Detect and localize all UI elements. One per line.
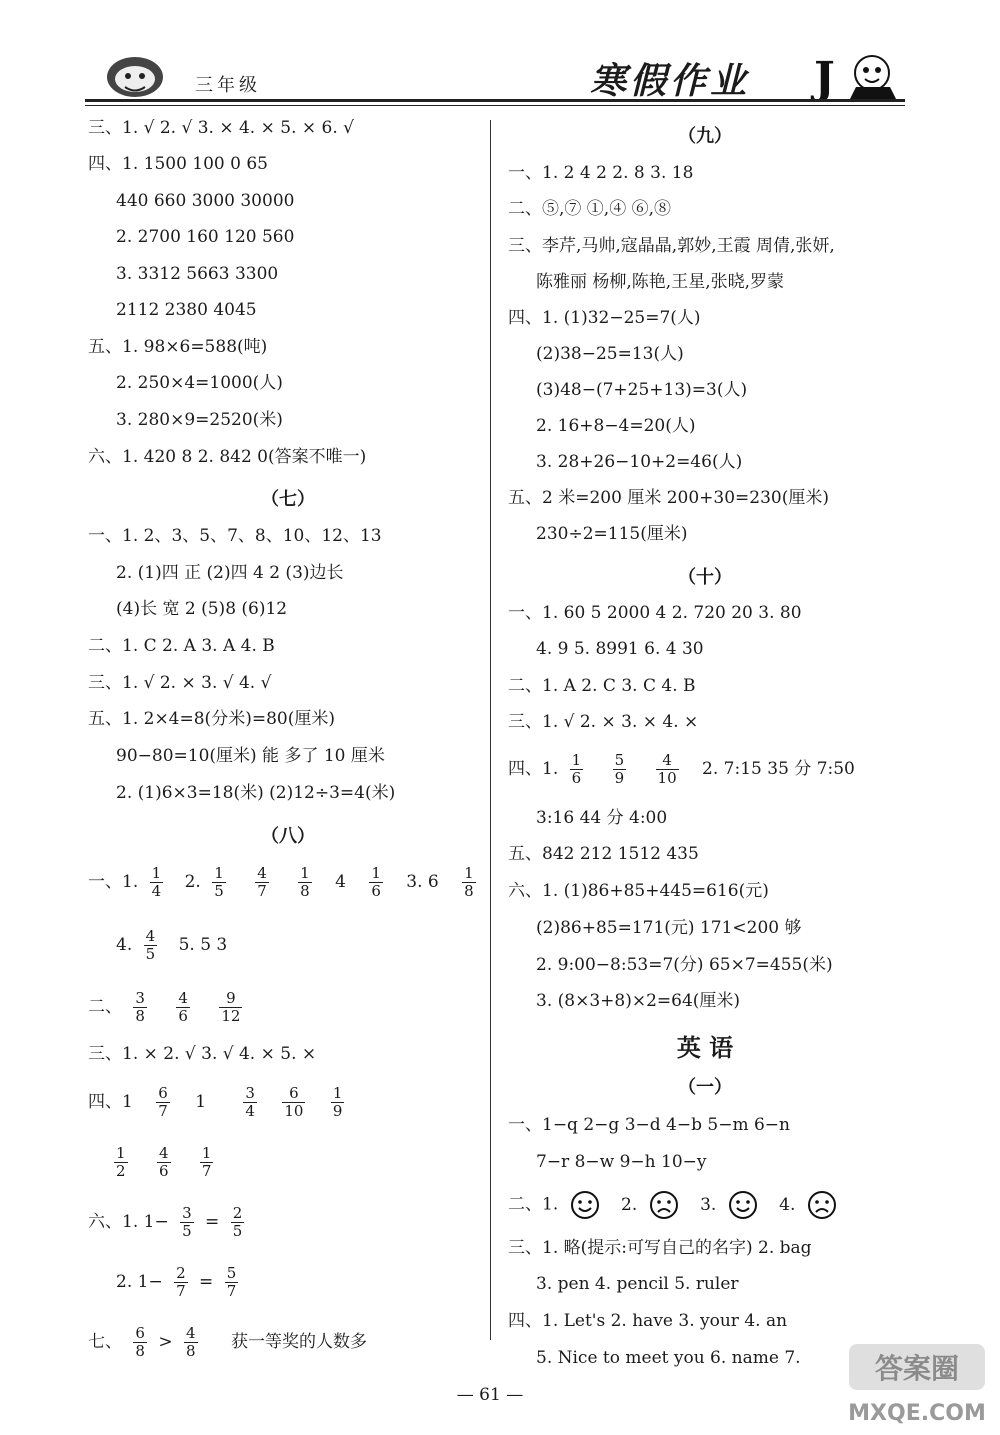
fraction-line: 四、1. $\frac{1}{6}$ $\frac{5}{9}$ $\frac{4}{10}$ 2. 7:15 35 分 7:50 (508, 751, 855, 787)
answer-line: 三、1. √ 2. × 3. × 4. × (508, 712, 699, 732)
answer-line: (3)48−(7+25+13)=3(人) (536, 380, 748, 400)
fraction-line: 2. 1− $\frac{2}{7}$ = $\frac{5}{7}$ (116, 1264, 237, 1300)
answer-line: (2)38−25=13(人) (536, 344, 684, 364)
answer-line: 一、1. 2 4 2 2. 8 3. 18 (508, 163, 694, 183)
fraction: $\frac{1}{6}$ (371, 864, 381, 900)
answer-line: 3. (8×3+8)×2=64(厘米) (536, 991, 741, 1011)
mascot-logo-icon (810, 45, 905, 105)
subject-heading: 英 语 (676, 1033, 734, 1062)
answer-line: 五、1. 2×4=8(分米)=80(厘米) (88, 709, 335, 729)
fraction: $\frac{4}{6}$ (178, 989, 188, 1025)
answer-line: 2. 16+8−4=20(人) (536, 416, 696, 436)
answer-line: 230÷2=115(厘米) (536, 524, 688, 544)
fraction-line: 二、 $\frac{3}{8}$ $\frac{4}{6}$ $\frac{9}{12}$ (88, 989, 241, 1025)
fraction: $\frac{1}{8}$ (464, 864, 474, 900)
fraction-line: 六、1. 1− $\frac{3}{5}$ = $\frac{2}{5}$ (88, 1204, 243, 1240)
section-heading: （七） (261, 489, 315, 510)
answer-line: 五、2 米=200 厘米 200+30=230(厘米) (508, 488, 829, 508)
answer-line: 三、1. 略(提示:可写自己的名字) 2. bag (508, 1238, 812, 1258)
answer-line: 90−80=10(厘米) 能 多了 10 厘米 (116, 746, 385, 766)
watermark-logo (845, 1340, 995, 1430)
answer-line: 一、1. 2、3、5、7、8、10、12、13 (88, 526, 382, 546)
grade-label: 三年级 (195, 75, 261, 96)
fraction: $\frac{3}{8}$ (135, 989, 145, 1025)
answer-line: 440 660 3000 30000 (116, 191, 295, 211)
fraction-line: 四、1 $\frac{6}{7}$ 1 $\frac{3}{4}$ $\frac{6}{10}$ $\frac{1}{9}$ (88, 1084, 343, 1120)
fraction: $\frac{5}{7}$ (226, 1264, 237, 1300)
fraction: $\frac{1}{8}$ (300, 864, 310, 900)
answer-line: 2. 250×4=1000(人) (116, 373, 283, 393)
fraction: $\frac{1}{2}$ (116, 1144, 126, 1180)
answer-line: 四、1. Let's 2. have 3. your 4. an (508, 1311, 788, 1331)
answer-line: 陈雅丽 杨柳,陈艳,王星,张晓,罗蒙 (536, 272, 785, 292)
page-title: 寒假作业 (590, 60, 751, 102)
answer-line: 3. 280×9=2520(米) (116, 410, 283, 430)
svg-text:答案圈: 答案圈 (874, 1352, 960, 1385)
section-heading: （十） (678, 567, 732, 588)
fraction: $\frac{2}{7}$ (176, 1264, 186, 1300)
fraction: $\frac{3}{4}$ (245, 1084, 255, 1120)
fraction: $\frac{6}{10}$ (284, 1084, 304, 1120)
fraction: $\frac{5}{9}$ (614, 751, 625, 787)
answer-line: 2. 9:00−8:53=7(分) 65×7=455(米) (536, 955, 833, 975)
fraction: $\frac{1}{4}$ (151, 864, 162, 900)
section-heading: （九） (678, 126, 732, 147)
fraction: $\frac{4}{5}$ (145, 927, 156, 963)
answer-line: 2. 2700 160 120 560 (116, 227, 295, 247)
answer-line: 2. (1)四 正 (2)四 4 2 (3)边长 (116, 563, 344, 583)
fraction: $\frac{4}{10}$ (657, 751, 677, 787)
answer-line: 7−r 8−w 9−h 10−y (536, 1152, 707, 1172)
answer-line: 一、1−q 2−g 3−d 4−b 5−m 6−n (508, 1115, 790, 1135)
fraction: $\frac{6}{8}$ (135, 1324, 145, 1360)
fraction-line (108, 1145, 219, 1180)
answer-line: 4. 9 5. 8991 6. 4 30 (536, 639, 704, 659)
answer-line: 3. pen 4. pencil 5. ruler (536, 1274, 739, 1294)
answer-line: 五、842 212 1512 435 (508, 844, 699, 864)
answer-line: 二、1. A 2. C 3. C 4. B (508, 676, 696, 696)
svg-text:MXQE.COM: MXQE.COM (848, 1401, 986, 1426)
page-number: — 61 — (456, 1385, 524, 1405)
fraction: $\frac{9}{12}$ (221, 989, 241, 1025)
answer-line: 三、1. × 2. √ 3. √ 4. × 5. × (88, 1044, 317, 1064)
fraction: $\frac{4}{6}$ (158, 1144, 169, 1180)
header (85, 45, 905, 107)
face-line: 二、1. 2. 3. 4. (508, 1190, 843, 1226)
answer-line: 5. Nice to meet you 6. name 7. (536, 1348, 801, 1368)
fraction-line: 一、1. $\frac{1}{4}$ 2. $\frac{1}{5}$ $\frac{4}{7}$ $\frac{1}{8}$ 4 $\frac{1}{6}$ 3. 6 $\frac{1}{8}$ (88, 864, 474, 900)
frown-icon (649, 1190, 679, 1220)
section-heading: （八） (261, 826, 315, 847)
answer-line: (2)86+85=171(元) 171<200 够 (536, 918, 802, 938)
fraction: $\frac{4}{7}$ (257, 864, 267, 900)
fraction-line: 4. $\frac{4}{5}$ 5. 5 3 (116, 927, 228, 963)
answer-line: 三、1. √ 2. √ 3. × 4. × 5. × 6. √ (88, 118, 354, 138)
smile-icon (570, 1190, 600, 1220)
fraction: $\frac{4}{8}$ (186, 1324, 196, 1360)
column-divider (490, 120, 491, 1340)
answer-line: 六、1. 420 8 2. 842 0(答案不唯一) (88, 447, 367, 467)
frown-icon (807, 1190, 837, 1220)
cartoon-logo-icon (95, 47, 175, 105)
answer-line: 三、李芹,马帅,寇晶晶,郭妙,王霞 周倩,张妍, (508, 236, 835, 256)
fraction: $\frac{1}{7}$ (201, 1144, 212, 1180)
section-heading: （一） (678, 1077, 732, 1098)
svg-text:J: J (814, 53, 835, 104)
answer-line: (4)长 宽 2 (5)8 (6)12 (116, 599, 288, 619)
answer-line: 三、1. √ 2. × 3. √ 4. √ (88, 673, 272, 693)
answer-line: 3. 28+26−10+2=46(人) (536, 452, 743, 472)
answer-line: 五、1. 98×6=588(吨) (88, 337, 268, 357)
smile-icon (728, 1190, 758, 1220)
fraction-line: 七、 $\frac{6}{8}$ > $\frac{4}{8}$ 获一等奖的人数多 (88, 1324, 367, 1360)
fraction: $\frac{2}{5}$ (232, 1204, 243, 1240)
answer-line: 四、1. 1500 100 0 65 (88, 154, 268, 174)
fraction: $\frac{3}{5}$ (182, 1204, 192, 1240)
answer-line: 2. (1)6×3=18(米) (2)12÷3=4(米) (116, 783, 396, 803)
fraction: $\frac{1}{5}$ (214, 864, 224, 900)
fraction: $\frac{1}{6}$ (571, 751, 582, 787)
fraction: $\frac{1}{9}$ (332, 1084, 343, 1120)
header-rule-thin (85, 105, 905, 106)
answer-line: 四、1. (1)32−25=7(人) (508, 308, 701, 328)
answer-line: 一、1. 60 5 2000 4 2. 720 20 3. 80 (508, 603, 802, 623)
answer-line: 2112 2380 4045 (116, 300, 257, 320)
answer-line: 3. 3312 5663 3300 (116, 264, 279, 284)
answer-line: 六、1. (1)86+85+445=616(元) (508, 881, 769, 901)
answer-line: 二、1. C 2. A 3. A 4. B (88, 636, 275, 656)
answer-line: 3:16 44 分 4:00 (536, 808, 668, 828)
answer-line: 二、⑤,⑦ ①,④ ⑥,⑧ (508, 199, 672, 219)
header-rule (85, 99, 905, 102)
fraction: $\frac{6}{7}$ (158, 1084, 168, 1120)
